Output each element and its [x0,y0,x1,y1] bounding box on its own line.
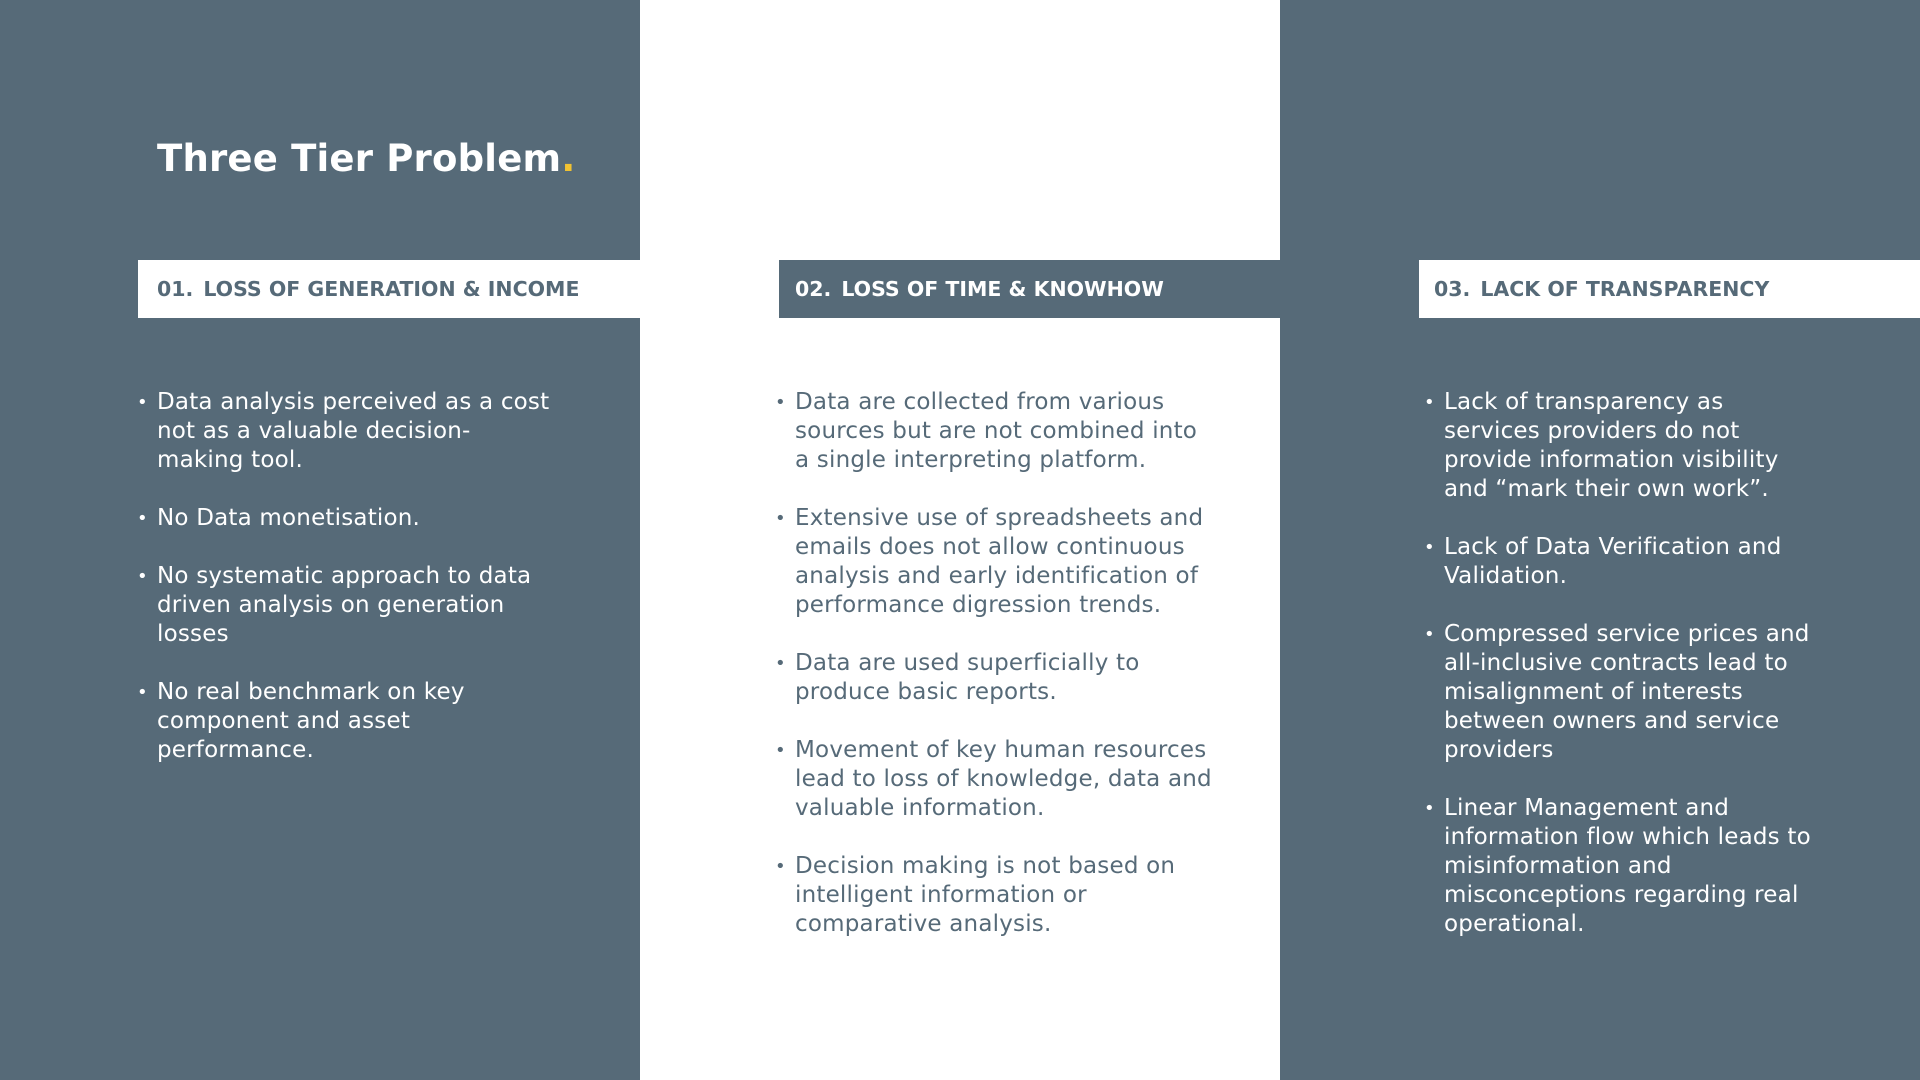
column-3-bullet-list [1424,388,1824,968]
list-item [1424,388,1824,504]
bullet-icon: • [775,856,786,877]
bullet-icon: • [137,508,148,529]
bullet-text: Decision making is not based on intelligent information or comparative analysis. [795,853,1176,937]
bullet-icon: • [137,392,148,413]
column-3-header [1419,260,1920,318]
page-title-text: Three Tier Problem [157,137,562,180]
bullet-text: Movement of key human resources lead to loss of knowledge, data and valuable information. [795,737,1212,821]
title-accent-dot: . [561,137,576,180]
bullet-icon: • [137,682,148,703]
bullet-text: Lack of Data Verification and Validation. [1444,534,1782,589]
column-2-header [779,260,1280,318]
bullet-text: Data are collected from various sources but are not combined into a single interpreting platform. [795,389,1198,473]
list-item [137,388,557,475]
column-2-bullet-list [775,388,1215,968]
list-item [1424,533,1824,591]
list-item [775,649,1215,707]
column-3-number: 03. [1434,277,1471,301]
bullet-text: No real benchmark on key component and asset performance. [157,679,465,763]
list-item [775,504,1215,620]
bullet-icon: • [1424,537,1435,558]
page-title [157,137,576,180]
bullet-icon: • [1424,624,1435,645]
column-2-heading: LOSS OF TIME & KNOWHOW [841,277,1164,301]
bullet-icon: • [775,392,786,413]
list-item [1424,794,1824,939]
list-item [775,736,1215,823]
column-1-header [138,260,640,318]
list-item [775,388,1215,475]
bullet-icon: • [137,566,148,587]
bullet-text: Compressed service prices and all-inclusive contracts lead to misalignment of interests between owners and service providers [1444,621,1810,763]
bullet-text: Linear Management and information flow which leads to misinformation and misconceptions regarding real operational. [1444,795,1811,937]
bullet-text: Extensive use of spreadsheets and emails does not allow continuous analysis and early identification of performance digression trends. [795,505,1204,618]
list-item [1424,620,1824,765]
list-item [137,562,557,649]
bullet-text: Lack of transparency as services providers do not provide information visibility and “mark their own work”. [1444,389,1779,502]
column-3-heading: LACK OF TRANSPARENCY [1480,277,1770,301]
column-1-heading: LOSS OF GENERATION & INCOME [203,277,580,301]
column-2-number: 02. [795,277,832,301]
bullet-icon: • [1424,392,1435,413]
bullet-text: No Data monetisation. [157,505,421,531]
column-1-number: 01. [157,277,194,301]
list-item [137,678,557,765]
bullet-icon: • [1424,798,1435,819]
column-1-bullet-list [137,388,557,794]
list-item [775,852,1215,939]
bullet-text: No systematic approach to data driven analysis on generation losses [157,563,532,647]
bullet-icon: • [775,508,786,529]
bullet-icon: • [775,740,786,761]
bullet-text: Data analysis perceived as a cost not as a valuable decision-making tool. [157,389,550,473]
bullet-icon: • [775,653,786,674]
list-item [137,504,557,533]
bullet-text: Data are used superficially to produce basic reports. [795,650,1140,705]
